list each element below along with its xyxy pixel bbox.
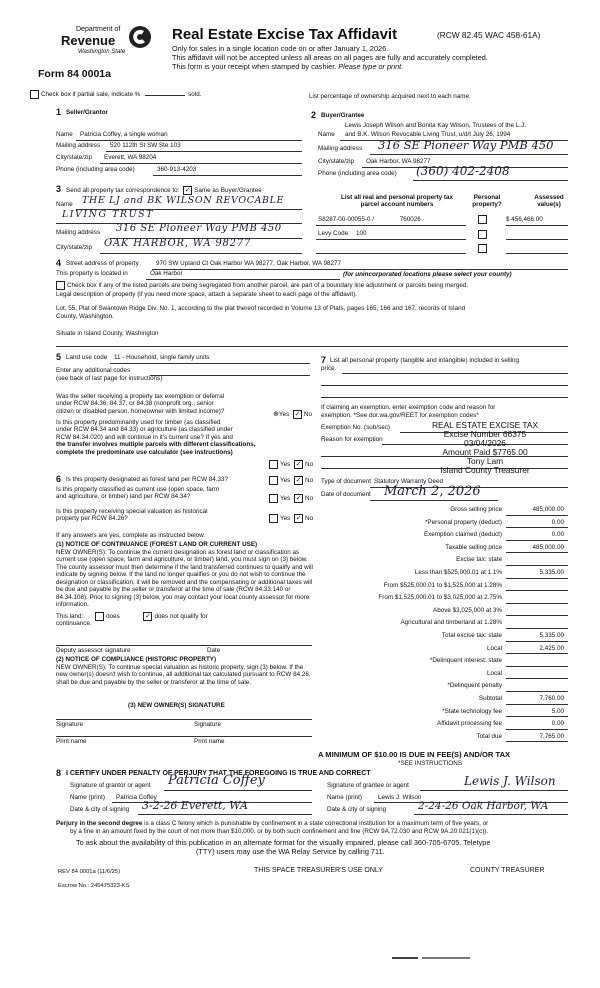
- form-number: Form 84 0001a: [38, 68, 111, 80]
- calc-label: Gross selling price: [450, 506, 502, 513]
- calc-value[interactable]: 5,335.00: [539, 569, 564, 576]
- calc-label: *State technology fee: [442, 707, 502, 715]
- seller-mail-value[interactable]: 520 112th St SW Ste 103: [110, 142, 181, 149]
- calc-label: Subtotal: [478, 695, 502, 702]
- seller-phone-label: Phone (including area code): [56, 166, 135, 173]
- perjury-line-2: by a fine in an amount fixed by the court of not more than $10,000, or by both such confinement and fine (RCW 9A.72.030 and RCW 9A.20.021(1)(c)).: [70, 828, 489, 835]
- personal-prop-label2: price.: [321, 365, 337, 372]
- grantor-name-label: Name (print): [70, 794, 105, 801]
- q-timber-yes-checkbox[interactable]: [269, 460, 278, 469]
- q-historic-answer: Yes ✓ No: [269, 514, 313, 523]
- exemption-reason-label: Reason for exemption: [321, 436, 383, 443]
- calc-label: Local: [486, 644, 502, 652]
- calc-label: Total due: [476, 732, 502, 740]
- buyer-city-label: City/state/zip: [318, 158, 355, 165]
- section-number-7: 7: [321, 355, 327, 365]
- q-historic-text: Is this property receiving special valuation as historical property per RCW 84.26?: [56, 508, 208, 523]
- partial-sale-label: Check box if partial sale, indicate %: [41, 91, 141, 99]
- county-treasurer-label: COUNTY TREASURER: [470, 867, 545, 874]
- owner-signature-label-2: Signature: [194, 721, 221, 728]
- section-number-8: 8: [56, 768, 62, 778]
- calc-label: *Personal property (deduct): [424, 518, 502, 526]
- agency-logo: [30, 22, 156, 55]
- calc-label: From $1,525,000.01 to $3,025,000 at 2.75%: [378, 594, 502, 602]
- grantor-date-label: Date & city of signing: [70, 806, 130, 813]
- calc-label: *Delinquent penalty: [447, 682, 502, 690]
- calc-label: Total excise tax: state: [441, 632, 502, 639]
- corr-mail-value[interactable]: 316 SE Pioneer Way PMB 450: [116, 223, 282, 234]
- ownership-pct-note: List percentage of ownership acquired next to each name.: [309, 93, 471, 100]
- partial-sale-sold: sold.: [188, 91, 202, 99]
- corr-name-label: Name: [56, 201, 73, 208]
- segregated-checkbox[interactable]: [56, 281, 65, 290]
- grantee-name-value[interactable]: Lewis J. Wilson: [378, 794, 422, 801]
- calc-value[interactable]: 0.00: [551, 531, 564, 539]
- segregated-row: [56, 281, 468, 290]
- situate-text[interactable]: Situate in Island County, Washington: [56, 330, 159, 337]
- owner-print-label-2: Print name: [194, 738, 225, 745]
- buyer-heading: Buyer/Grantee: [321, 112, 365, 119]
- exemption-instr-2: exemption. *See dor.wa.gov/REET for exemption codes*: [321, 412, 479, 419]
- partial-sale-checkbox[interactable]: [30, 90, 39, 99]
- street-label: Street address of property: [66, 260, 139, 267]
- calc-label: Exemption claimed (deduct): [423, 531, 502, 539]
- buyer-name-line2[interactable]: and B.K. Wilson Revocable Living Trust, u/d/t July 26, 1994: [345, 131, 511, 138]
- wa-revenue-logo-icon: [128, 25, 152, 49]
- q-forest-text: Is this property designated as forest land per RCW 84.33?: [66, 476, 229, 483]
- continuance-heading: (1) NOTICE OF CONTINUANCE (FOREST LAND OR CURRENT USE): [56, 541, 258, 548]
- calc-value[interactable]: 485,000.00: [532, 506, 564, 513]
- q-exemption-answer: ⊕Yes ✓ No: [273, 410, 312, 419]
- calc-label: Agricultural and timberland at 1.28%: [400, 619, 502, 627]
- levy-code-value[interactable]: 100: [356, 230, 367, 237]
- parcel-col1-head: List all real and personal property tax parcel account numbers: [341, 194, 453, 209]
- doc-date-label: Date of document: [321, 491, 371, 498]
- calc-value[interactable]: 5,335.00: [539, 632, 564, 639]
- accessibility-line-2: (TTY) users may use the WA Relay Service by calling 711.: [196, 847, 385, 856]
- legal-desc-line1[interactable]: Lot, 55, Plat of Swantown Ridge Div. No. 1, according to the plat thereof recorded in Volume 13 of Plats, pages 165, 166 and 167, records of Island: [56, 305, 466, 312]
- land-does-checkbox[interactable]: [95, 612, 104, 621]
- corr-name-line1[interactable]: THE LJ and BK WILSON REVOCABLE: [82, 195, 285, 206]
- historic-heading: (2) NOTICE OF COMPLIANCE (HISTORIC PROPERTY): [56, 656, 217, 663]
- q-current-use-text: Is this property classified as current use (open space, farm and agriculture, or timber) land per RCW 84.34?: [56, 486, 220, 501]
- doc-date-value[interactable]: March 2, 2026: [384, 484, 481, 499]
- street-address-value[interactable]: 970 SW Upland Ct Oak Harbor WA 98277, Oak Harbor, WA 98277: [156, 260, 342, 267]
- corr-city-label: City/state/zip: [56, 244, 93, 251]
- stamp-line-3: 03/04/2026: [464, 438, 506, 449]
- header-note-3: This form is your receipt when stamped by cashier. Please type or print.: [172, 62, 404, 71]
- buyer-mail-value[interactable]: 316 SE Pioneer Way PMB 450: [378, 138, 554, 152]
- accessibility-line-1: To ask about the availability of this publication in an alternate format for the visually impaired, please call 360-705-6705. Teletype: [76, 838, 491, 847]
- historic-body: NEW OWNER(S): To continue special valuation as historic property, sign (3) below. If the new owner(s) doesn't wish to continue, all additional tax calculated pursuant to RCW 84.26, shall be due and payable by the seller or transferor at the time of sale.: [56, 664, 311, 686]
- section-number-6: 6: [56, 474, 62, 484]
- buyer-city-value[interactable]: Oak Harbor, WA 98277: [366, 158, 431, 165]
- calc-value[interactable]: 7,760.00: [539, 695, 564, 702]
- grantor-date-value[interactable]: 3-2-26 Everett, WA: [142, 799, 248, 812]
- agency-name: Revenue: [61, 33, 116, 48]
- new-owner-sig-heading: (3) NEW OWNER(S) SIGNATURE: [128, 702, 225, 709]
- q-exemption-yes-radio[interactable]: ⊕: [273, 411, 279, 419]
- q-current-use-answer: Yes ✓ No: [269, 494, 313, 503]
- located-label: This property is located in: [56, 270, 128, 277]
- seller-phone-value[interactable]: 360-913-4203: [157, 166, 197, 173]
- calc-label: Local: [486, 669, 502, 677]
- buyer-name-label: Name: [318, 131, 335, 138]
- calc-value[interactable]: 485,000.00: [532, 543, 564, 551]
- grantor-sig-label: Signature of grantor or agent: [70, 782, 151, 789]
- continuance-word: continuance.: [56, 620, 92, 627]
- certify-heading: I CERTIFY UNDER PENALTY OF PERJURY THAT THE FOREGOING IS TRUE AND CORRECT: [66, 770, 371, 777]
- located-note: (for unincorporated locations please select your county): [343, 271, 512, 278]
- corr-name-line2[interactable]: LIVING TRUST: [62, 209, 154, 220]
- grantee-date-value[interactable]: 2-24-26 Oak Harbor, WA: [418, 800, 549, 812]
- answer-instructions: If any answers are yes, complete as instructed below.: [56, 532, 206, 539]
- assessor-signature-label: Deputy assessor signature: [56, 647, 131, 654]
- parcel-col3-head: Assessed value(s): [534, 194, 564, 209]
- buyer-phone-value[interactable]: (360) 402-2408: [416, 164, 510, 178]
- grantee-name-label: Name (print): [327, 794, 362, 801]
- seller-name-value[interactable]: Patricia Coffey, a single woman: [80, 131, 168, 138]
- buyer-mail-label: Mailing address: [318, 145, 363, 152]
- stamp-line-4: Amount Paid $7765.00: [442, 447, 528, 458]
- correspondence-label: Send all property tax correspondence to:: [66, 187, 180, 195]
- located-value[interactable]: Oak Harbor: [150, 270, 183, 277]
- land-does-not-checkbox[interactable]: [143, 612, 152, 621]
- personal-property-checkbox-1[interactable]: [478, 215, 487, 224]
- correspondence-row: [66, 186, 262, 195]
- same-as-buyer-checkbox[interactable]: [183, 186, 192, 195]
- additional-codes-note: (see back of last page for instructions): [56, 375, 163, 382]
- calc-value[interactable]: 5.00: [551, 707, 564, 715]
- section-number-1: 1: [56, 107, 62, 117]
- stamp-line-5: Tony Lam: [466, 456, 504, 467]
- seller-city-label: City/state/zip: [56, 154, 93, 161]
- see-instructions-note: *SEE INSTRUCTIONS: [398, 760, 463, 767]
- stamp-line-1: REAL ESTATE EXCISE TAX: [431, 420, 539, 430]
- section-number-4: 4: [56, 258, 62, 268]
- additional-codes-label: Enter any additional codes: [56, 367, 131, 374]
- assessor-date-label: Date: [207, 647, 221, 654]
- levy-code-label: Levy Code:: [318, 230, 350, 237]
- calc-label: *Delinquent interest: state: [429, 657, 502, 665]
- page-bottom-specks: [390, 954, 480, 962]
- exemption-no-label: Exemption No. (sub/sec): [321, 424, 390, 431]
- assessed-value[interactable]: $ 456,466.00: [506, 216, 543, 223]
- rcw-reference: (RCW 82.45 WAC 458-61A): [437, 30, 541, 40]
- section-number-3: 3: [56, 184, 62, 194]
- q-historic-yes-checkbox[interactable]: [269, 514, 278, 523]
- calc-value[interactable]: 7,765.00: [539, 732, 564, 740]
- buyer-name-line1[interactable]: Lewis Joseph Wilson and Bonita Kay Wilson, Trustees of the L.J.: [345, 122, 526, 129]
- treasurer-stamp: [410, 421, 560, 475]
- seller-city-value[interactable]: Everett, WA 98204: [104, 154, 157, 161]
- land-qualify-row: This land: does ✓ does not qualify for: [56, 612, 208, 621]
- calc-label: Excise tax: state: [456, 556, 502, 564]
- legal-desc-line2[interactable]: County, Washington.: [56, 313, 114, 320]
- calc-value[interactable]: 0.00: [551, 518, 564, 526]
- parcel-number[interactable]: S8287-00-00055-0 / 760026: [318, 216, 421, 223]
- grantor-name-value[interactable]: Patricia Coffey: [116, 794, 157, 801]
- grantee-date-label: Date & city of signing: [327, 806, 387, 813]
- personal-prop-label: List all personal property (tangible and intangible) included in selling: [330, 357, 520, 364]
- q-timber-text: Is this property predominantly used for timber (as classified under RCW 84.34 and 84.33) or agriculture (as classified under RCW 84.34.020) and will continue in it's current use? If yes and the transfer involves multiple parcels with different classifications, complete the predominate use calculator (see instructions): [56, 419, 256, 456]
- corr-city-value[interactable]: OAK HARBOR, WA 98277: [104, 238, 252, 249]
- agency-dept: Department of: [76, 26, 121, 33]
- stamp-line-6: Island County Treasurer: [440, 465, 530, 476]
- calc-label: Affidavit processing fee: [437, 720, 502, 728]
- header-note-1: Only for sales in a single location code on or after January 1, 2026.: [172, 44, 389, 53]
- q-forest-no-checkbox[interactable]: [294, 476, 303, 485]
- land-use-value[interactable]: 11 - Household, single family units: [114, 354, 210, 361]
- parcel-col2-head: Personal property?: [472, 194, 502, 209]
- calc-label: Taxable selling price: [445, 543, 502, 551]
- q-timber-no-checkbox[interactable]: [294, 460, 303, 469]
- calc-value[interactable]: 0.00: [551, 720, 564, 728]
- calc-label: Less than $525,000.01 at 1.1%: [414, 569, 502, 576]
- seller-name-label: Name: [56, 131, 73, 138]
- q-timber-answer: Yes ✓ No: [269, 460, 313, 469]
- personal-property-checkbox-3[interactable]: [478, 244, 487, 253]
- calc-label: Above $3,025,000 at 3%: [433, 606, 502, 614]
- stamp-line-2: Excise Number 66375: [443, 429, 527, 440]
- buyer-phone-label: Phone (including area code): [318, 170, 397, 177]
- continuance-body: NEW OWNER(S): To continue the current designation as forest land or classification as current use (open space, farm and agriculture, or timber) land, you must sign on (3) below. The county assessor must then determine if the land transferred continues to qualify and will indicate by signing below. If the land no longer qualifies or you do not wish to continue the designation or classification, it will be removed and the compensating or additional taxes will be due and payable by the seller or transferor at the time of sale (RCW 84.33.140 or 84.34.108). Prior to signing (3) below, you may contact your local county assessor for more information.: [56, 549, 313, 608]
- grantee-sig-label: Signature of grantee or agent: [327, 782, 409, 789]
- form-revision: REV 84 0001a (11/6/25): [58, 869, 121, 875]
- owner-print-label-1: Print name: [56, 738, 87, 745]
- grantor-signature[interactable]: Patricia Coffey: [168, 773, 265, 788]
- q-current-use-yes-checkbox[interactable]: [269, 494, 278, 503]
- owner-signature-label-1: Signature: [56, 721, 83, 728]
- agency-state: Washington State: [78, 49, 126, 55]
- personal-property-checkbox-2[interactable]: [478, 230, 487, 239]
- legal-desc-label: Legal description of property (if you need more space, attach a separate sheet to each page of the affidavit).: [56, 291, 357, 298]
- calc-value[interactable]: 2,425.00: [539, 644, 564, 652]
- land-use-label: Land use code: [66, 354, 108, 361]
- q-forest-answer: Yes ✓ No: [269, 476, 313, 485]
- corr-mail-label: Mailing address: [56, 229, 101, 236]
- same-as-buyer-label: Same as Buyer/Grantee: [194, 187, 262, 195]
- segregated-label: Check box if any of the listed parcels are being segregated from another parcel, are part of a boundary line adjustment or parcels being merged.: [67, 282, 469, 290]
- perjury-line-1: Perjury in the second degree is a class C felony which is punishable by confinement in a state correctional institution for a maximum term of five years, or: [56, 820, 489, 827]
- q-forest-yes-checkbox[interactable]: [269, 476, 278, 485]
- seller-mail-label: Mailing address: [56, 142, 101, 149]
- page-title: Real Estate Excise Tax Affidavit: [172, 26, 398, 43]
- minimum-fee-note: A MINIMUM OF $10.00 IS DUE IN FEE(S) AND/OR TAX: [318, 750, 511, 759]
- q-current-use-no-checkbox[interactable]: [294, 494, 303, 503]
- partial-sale-row: [30, 90, 201, 99]
- calc-label: From $525,000.01 to $1,525,000 at 1.28%: [383, 581, 502, 589]
- doc-type-value[interactable]: Statutory Warranty Deed: [374, 478, 444, 485]
- seller-heading: Seller/Grantor: [66, 109, 108, 116]
- escrow-number: Escrow No.: 245475323-KS: [58, 883, 130, 889]
- q-exemption-no-checkbox[interactable]: [293, 410, 302, 419]
- section-number-5: 5: [56, 352, 62, 362]
- header-note-2: This affidavit will not be accepted unless all areas on all pages are fully and accurately completed.: [172, 53, 488, 62]
- section-number-2: 2: [311, 110, 317, 120]
- doc-type-label: Type of document: [321, 478, 372, 485]
- exemption-instr-1: If claiming an exemption, enter exemption code and reason for: [321, 404, 496, 411]
- grantee-signature[interactable]: Lewis J. Wilson: [464, 774, 556, 788]
- treasurer-use-only: THIS SPACE TREASURER'S USE ONLY: [254, 867, 383, 874]
- q-exemption-text: Was the seller receiving a property tax exemption or deferral under RCW 84.36, 84.37, or 84.38 (nonprofit org., senior citizen or disabled person, homeowner with limited income)?: [56, 393, 225, 415]
